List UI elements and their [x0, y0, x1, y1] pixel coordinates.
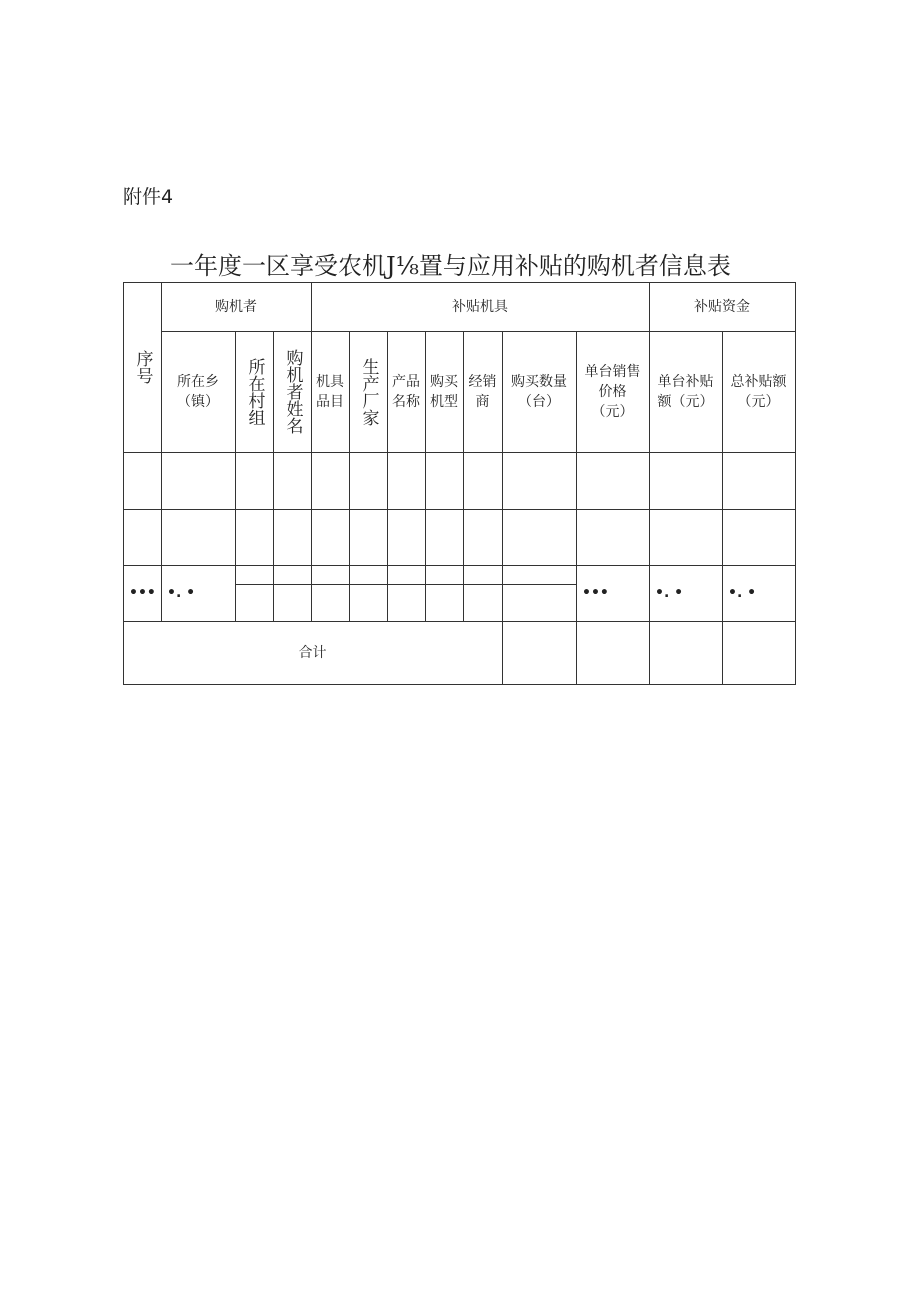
- header-buyer-group: 购机者: [215, 298, 257, 315]
- table-title: 一年度一区享受农机J⅛置与应用补贴的购机者信息表: [170, 252, 731, 280]
- ellipsis-town: •. •: [167, 585, 196, 601]
- header-unit-price: 单台销售 价格 （元）: [584, 363, 641, 420]
- ellipsis-total-subsidy: •. •: [728, 585, 757, 601]
- header-village: 所在村组: [244, 357, 265, 426]
- header-machine-group: 补贴机具: [452, 298, 508, 315]
- header-item: 机具 品目: [316, 373, 344, 410]
- header-model: 购买 机型: [430, 373, 458, 410]
- header-seq: 序号: [132, 350, 153, 384]
- ellipsis-seq: •••: [129, 585, 156, 601]
- header-fund-group: 补贴资金: [694, 298, 750, 315]
- ellipsis-unit-subsidy: •. •: [655, 585, 684, 601]
- header-total-subsidy: 总补贴额 （元）: [730, 373, 787, 410]
- attachment-label: 附件4: [123, 186, 174, 208]
- header-dealer: 经销 商: [468, 373, 497, 410]
- header-product-name: 产品 名称: [392, 373, 420, 410]
- total-label: 合计: [298, 644, 327, 661]
- header-town: 所在乡 （镇）: [177, 373, 219, 410]
- header-unit-subsidy: 单台补贴 额（元）: [657, 373, 714, 410]
- header-manufacturer: 生产厂家: [358, 357, 379, 426]
- header-quantity: 购买数量 （台）: [511, 373, 567, 410]
- header-buyer-name: 购机者姓名: [282, 349, 303, 434]
- ellipsis-unit-price: •••: [582, 585, 609, 601]
